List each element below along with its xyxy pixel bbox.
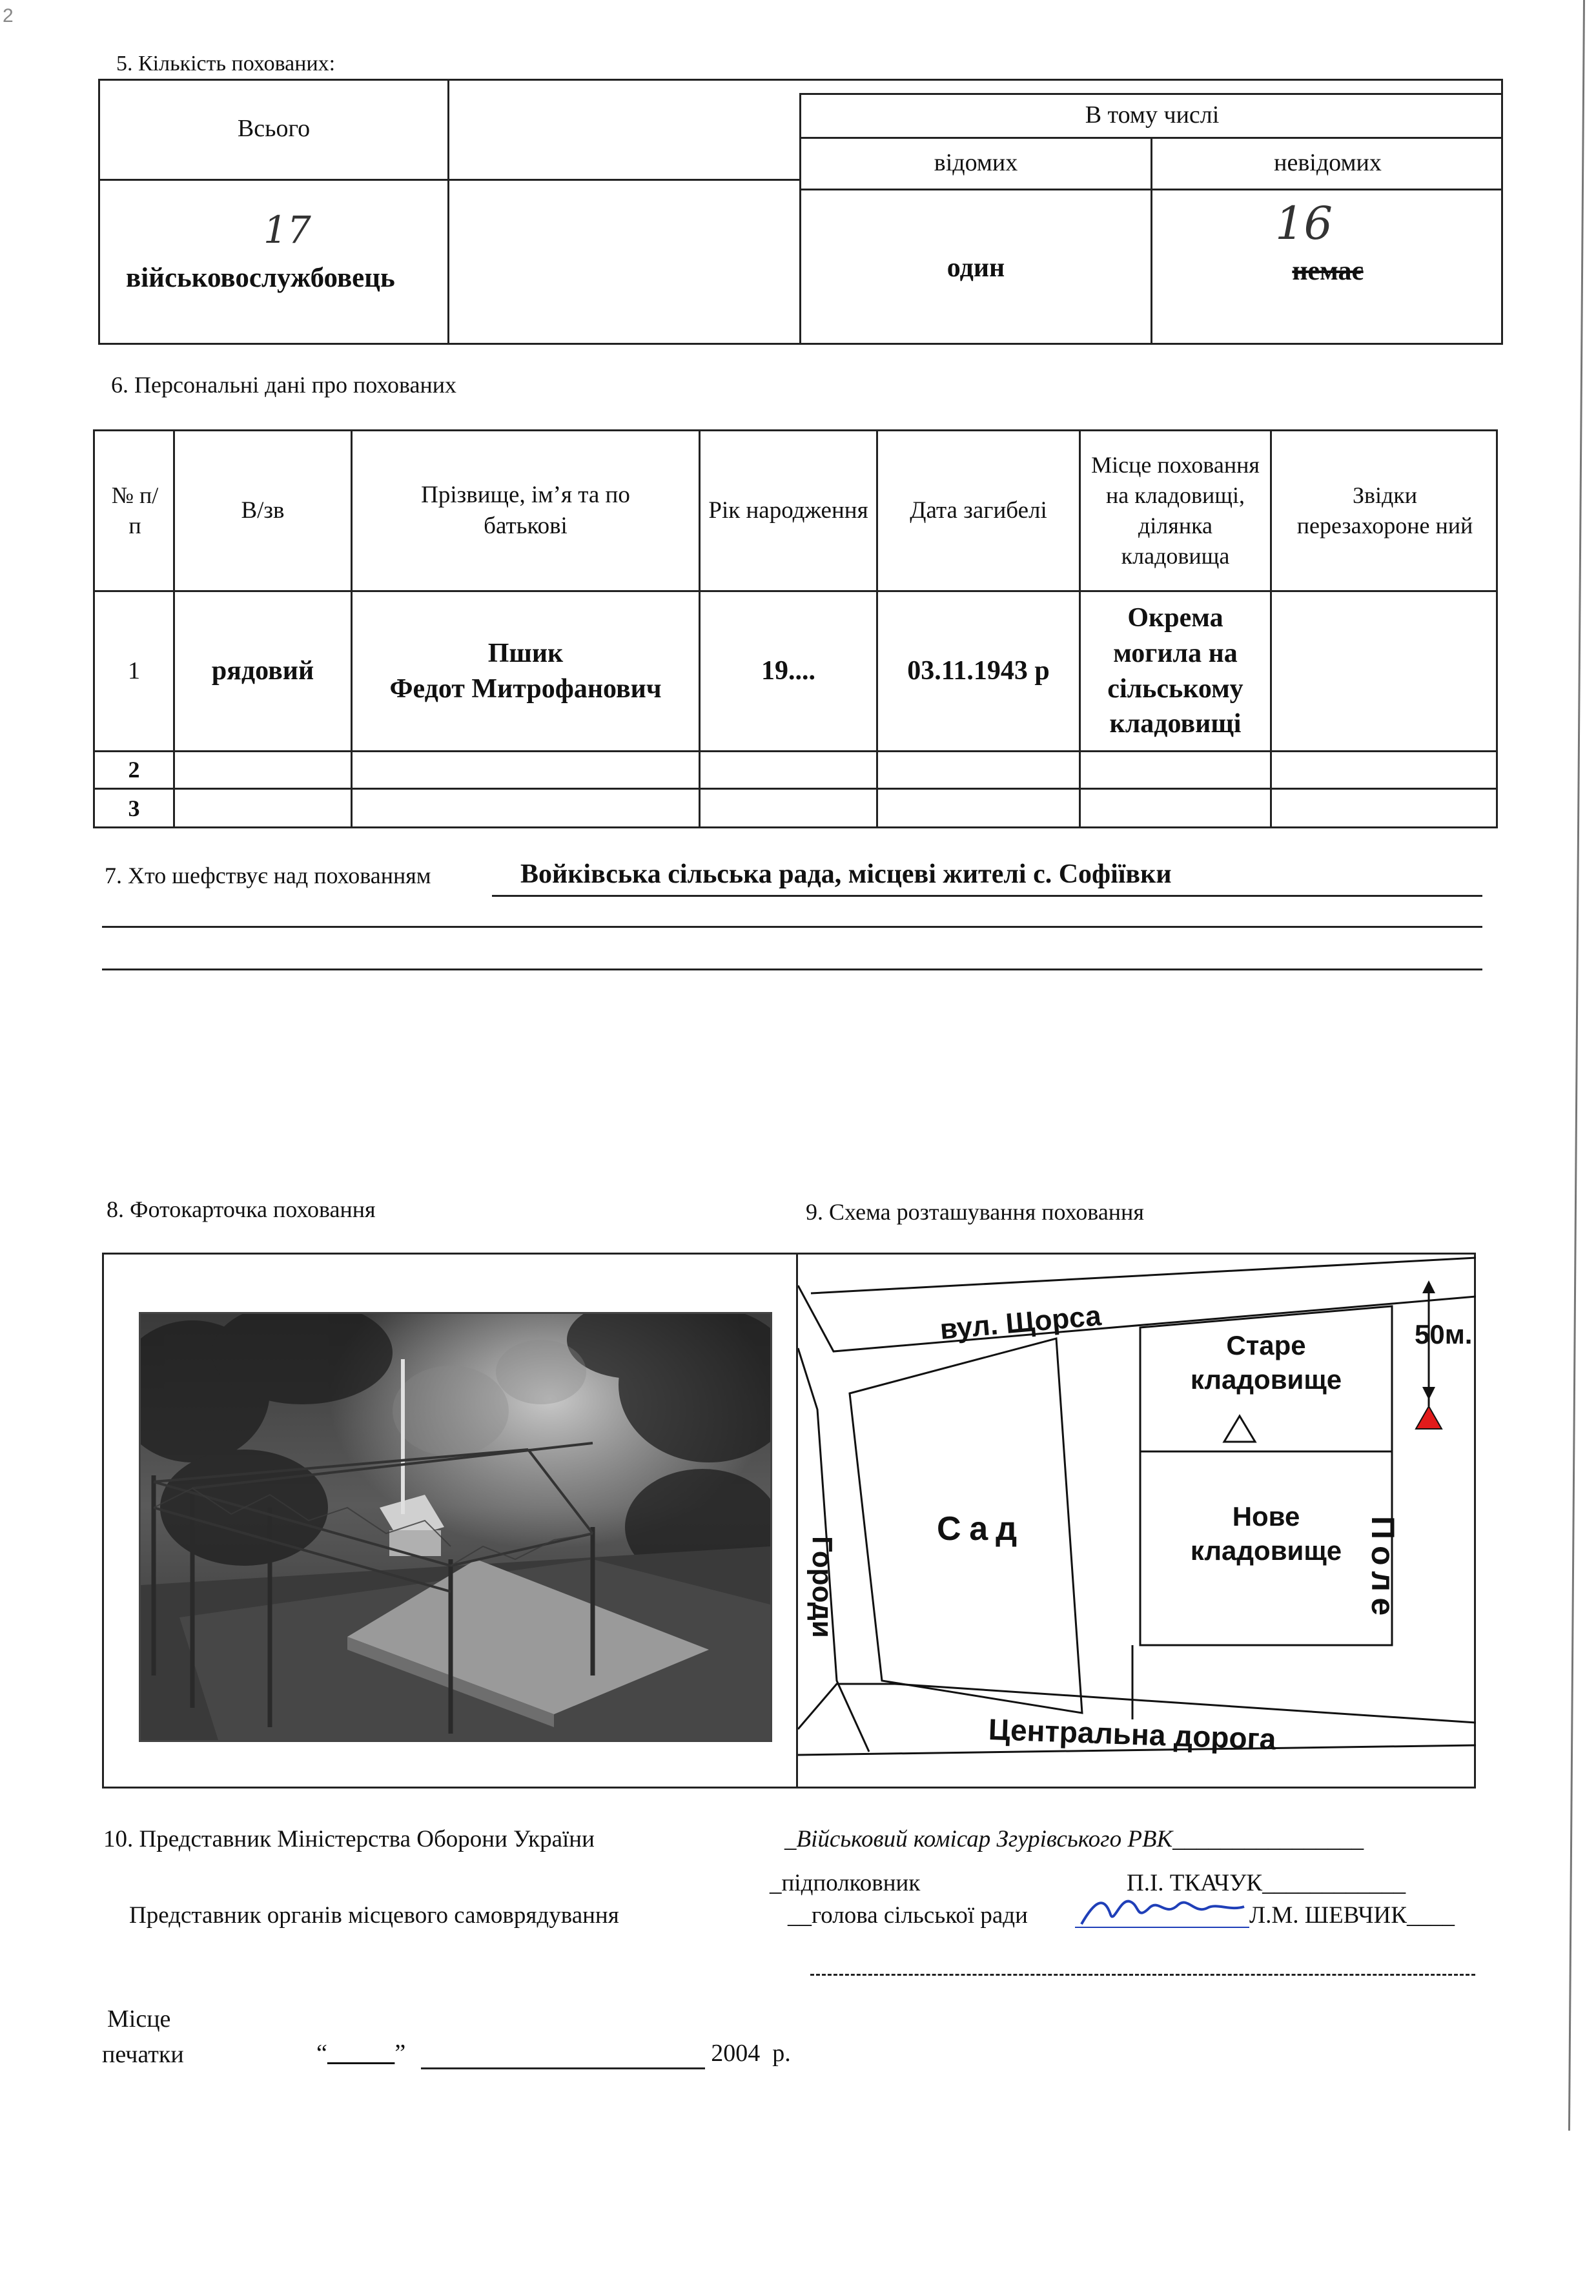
row1-birth: 19.... bbox=[761, 656, 815, 686]
rep-mod-label: 10. Представник Міністерства Оборони України bbox=[103, 1826, 595, 1852]
section7-label: 7. Хто шефствує над похованням bbox=[105, 863, 431, 888]
head-name-value: Л.М. ШЕВЧИК bbox=[1249, 1902, 1407, 1929]
burial-photo bbox=[139, 1312, 772, 1742]
section6-title: 6. Персональні дані про похованих bbox=[111, 372, 457, 398]
unknown-handwritten: 16 bbox=[1275, 197, 1333, 250]
header-unknown: невідомих bbox=[1274, 149, 1382, 177]
header-from: Звідки перезахороне ний bbox=[1296, 482, 1473, 538]
section9-title: 9. Схема розташування поховання bbox=[806, 1199, 1144, 1225]
row2-num: 2 bbox=[128, 757, 140, 783]
commissar-title: Військовий комісар Згурівського РВК bbox=[796, 1826, 1173, 1852]
new-cemetery-line2: кладовище bbox=[1190, 1535, 1342, 1566]
burial-photo-image bbox=[141, 1314, 770, 1740]
garden-label: Сад bbox=[937, 1510, 1025, 1548]
row1-name bbox=[353, 592, 699, 750]
header-known: відомих bbox=[934, 149, 1018, 177]
head-name: Л.М. ШЕВЧИК____ bbox=[1249, 1902, 1455, 1929]
row1-surname: Пшик bbox=[487, 638, 564, 668]
header-including: В тому числі bbox=[1085, 101, 1220, 129]
date-quote-open: “ bbox=[316, 2040, 327, 2067]
old-cemetery-line1: Старе bbox=[1226, 1330, 1306, 1360]
row1-rank: рядовий bbox=[211, 656, 314, 686]
header-birth: Рік народження bbox=[708, 497, 868, 524]
row1-death: 03.11.1943 р bbox=[907, 656, 1050, 686]
commissar-rank: підполковник bbox=[781, 1870, 921, 1896]
stamp-place-line2: печатки bbox=[102, 2041, 184, 2068]
commissar-label: _Військовий комісар Згурівського РВК________________ bbox=[784, 1826, 1364, 1852]
section7-value: Войківська сільська рада, місцеві жителі с. Софіївки bbox=[520, 859, 1172, 889]
new-cemetery-line1: Нове bbox=[1232, 1501, 1300, 1532]
old-cemetery-line2: кладовище bbox=[1190, 1364, 1342, 1395]
header-name: Прізвище, ім’я та по батькові bbox=[421, 481, 630, 539]
header-rank: В/зв bbox=[241, 497, 285, 524]
signature bbox=[1075, 1889, 1249, 1934]
row1-num: 1 bbox=[128, 657, 140, 684]
section8-title: 8. Фотокарточка поховання bbox=[107, 1196, 376, 1222]
head-label: __голова сільської ради bbox=[788, 1902, 1028, 1929]
location-scheme bbox=[798, 1255, 1476, 1787]
known-value: один bbox=[946, 252, 1005, 283]
central-road-label: Центральна дорога bbox=[988, 1712, 1277, 1756]
row3-num: 3 bbox=[128, 795, 140, 821]
extra-signature-line bbox=[810, 1974, 1475, 1976]
header-place: Місце поховання на кладовищі, ділянка кладовища bbox=[1091, 452, 1260, 569]
header-num: № п/п bbox=[111, 482, 159, 538]
total-value: військовослужбовець bbox=[126, 263, 395, 293]
scan-edge bbox=[1568, 0, 1585, 2131]
date-year: 2004 bbox=[711, 2040, 761, 2067]
row1-place: Окрема могила на сільському кладовищі bbox=[1107, 603, 1243, 739]
total-handwritten: 17 bbox=[263, 208, 311, 252]
unknown-value: немає bbox=[1292, 256, 1364, 286]
date-year-suffix: р. bbox=[772, 2040, 791, 2067]
gardens-label: Городи bbox=[806, 1536, 838, 1638]
rep-local-label: Представник органів місцевого самоврядування bbox=[129, 1902, 619, 1929]
new-cemetery-label bbox=[1156, 1500, 1376, 1568]
head-title: голова сільської ради bbox=[812, 1902, 1028, 1929]
old-cemetery-label bbox=[1156, 1329, 1376, 1397]
header-death: Дата загибелі bbox=[910, 497, 1047, 524]
commissar-name-value: П.І. ТКАЧУК bbox=[1127, 1870, 1263, 1896]
row1-given-names: Федот Митрофанович bbox=[389, 673, 662, 704]
header-total: Всього bbox=[237, 115, 311, 143]
commissar-name: П.І. ТКАЧУК____________ bbox=[1127, 1870, 1406, 1896]
date-line bbox=[316, 2039, 791, 2069]
rank-label: _підполковник bbox=[770, 1870, 921, 1896]
date-quote-close: ” bbox=[394, 2040, 406, 2067]
page-corner-mark: 2 bbox=[3, 5, 14, 26]
field-label: Поле bbox=[1365, 1516, 1401, 1623]
scale-label: 50м. bbox=[1415, 1319, 1473, 1349]
section5-title: 5. Кількість похованих: bbox=[116, 52, 336, 76]
street-label: вул. Щорса bbox=[938, 1300, 1103, 1346]
stamp-place-line1: Місце bbox=[107, 2005, 171, 2033]
